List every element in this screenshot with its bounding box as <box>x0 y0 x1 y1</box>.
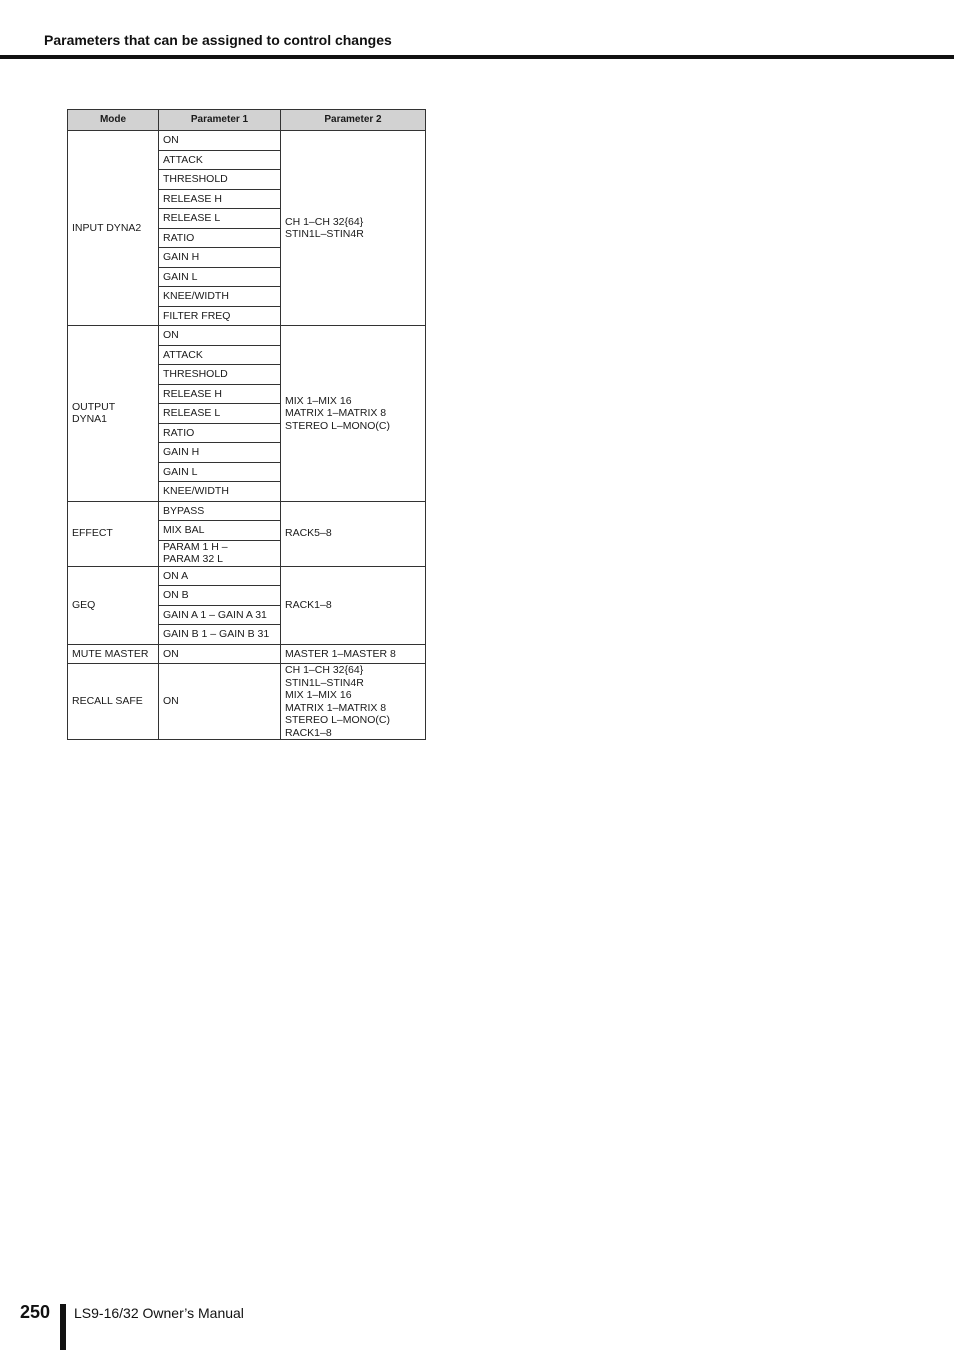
parameter-1-cell: MIX BAL <box>159 521 281 541</box>
parameter-2-cell: RACK5–8 <box>281 501 426 566</box>
parameter-1-cell: FILTER FREQ <box>159 306 281 326</box>
column-header-parameter-2: Parameter 2 <box>281 110 426 131</box>
mode-cell: OUTPUT DYNA1 <box>68 326 159 502</box>
mode-cell: INPUT DYNA2 <box>68 131 159 326</box>
parameter-1-cell: PARAM 1 H – PARAM 32 L <box>159 540 281 566</box>
table-row <box>68 501 426 521</box>
parameter-1-cell: THRESHOLD <box>159 365 281 385</box>
parameter-1-cell: KNEE/WIDTH <box>159 287 281 307</box>
page-number: 250 <box>20 1302 51 1322</box>
parameter-1-cell: KNEE/WIDTH <box>159 482 281 502</box>
table-header-row <box>68 110 426 131</box>
parameter-1-cell: GAIN H <box>159 248 281 268</box>
parameter-1-cell: GAIN B 1 – GAIN B 31 <box>159 625 281 645</box>
parameter-1-cell: ON <box>159 326 281 346</box>
header-divider <box>0 55 954 59</box>
table-row <box>68 131 426 151</box>
parameter-1-cell: ATTACK <box>159 150 281 170</box>
parameter-1-cell: ATTACK <box>159 345 281 365</box>
parameter-2-cell: CH 1–CH 32{64} STIN1L–STIN4R <box>281 131 426 326</box>
parameter-1-cell: GAIN H <box>159 443 281 463</box>
mode-cell: EFFECT <box>68 501 159 566</box>
parameter-1-cell: ON <box>159 664 281 740</box>
table-body <box>68 131 426 740</box>
footer-bar <box>60 1304 66 1350</box>
parameter-1-cell: THRESHOLD <box>159 170 281 190</box>
manual-title: LS9-16/32 Owner’s Manual <box>74 1305 244 1321</box>
parameter-2-cell: CH 1–CH 32{64} STIN1L–STIN4R MIX 1–MIX 16 MATRIX 1–MATRIX 8 STEREO L–MONO(C) RACK1–8 <box>281 664 426 740</box>
parameter-1-cell: ON <box>159 131 281 151</box>
parameter-1-cell: GAIN L <box>159 462 281 482</box>
mode-cell: RECALL SAFE <box>68 664 159 740</box>
parameter-1-cell: GAIN L <box>159 267 281 287</box>
parameter-1-cell: ON <box>159 644 281 664</box>
mode-cell: GEQ <box>68 566 159 644</box>
parameter-1-cell: ON A <box>159 566 281 586</box>
mode-cell: MUTE MASTER <box>68 644 159 664</box>
section-heading: Parameters that can be assigned to control changes <box>44 32 392 48</box>
table-row <box>68 566 426 586</box>
table-row <box>68 664 426 740</box>
parameter-1-cell: RELEASE L <box>159 209 281 229</box>
parameter-1-cell: RATIO <box>159 423 281 443</box>
table-row <box>68 644 426 664</box>
parameters-table <box>67 109 426 740</box>
parameter-1-cell: BYPASS <box>159 501 281 521</box>
parameter-1-cell: ON B <box>159 586 281 606</box>
parameter-2-cell: MIX 1–MIX 16 MATRIX 1–MATRIX 8 STEREO L–MONO(C) <box>281 326 426 502</box>
parameter-1-cell: GAIN A 1 – GAIN A 31 <box>159 605 281 625</box>
table-row <box>68 326 426 346</box>
parameter-1-cell: RATIO <box>159 228 281 248</box>
column-header-mode: Mode <box>68 110 159 131</box>
parameter-1-cell: RELEASE L <box>159 404 281 424</box>
parameter-1-cell: RELEASE H <box>159 189 281 209</box>
column-header-parameter-1: Parameter 1 <box>159 110 281 131</box>
parameter-2-cell: RACK1–8 <box>281 566 426 644</box>
parameter-2-cell: MASTER 1–MASTER 8 <box>281 644 426 664</box>
parameter-1-cell: RELEASE H <box>159 384 281 404</box>
